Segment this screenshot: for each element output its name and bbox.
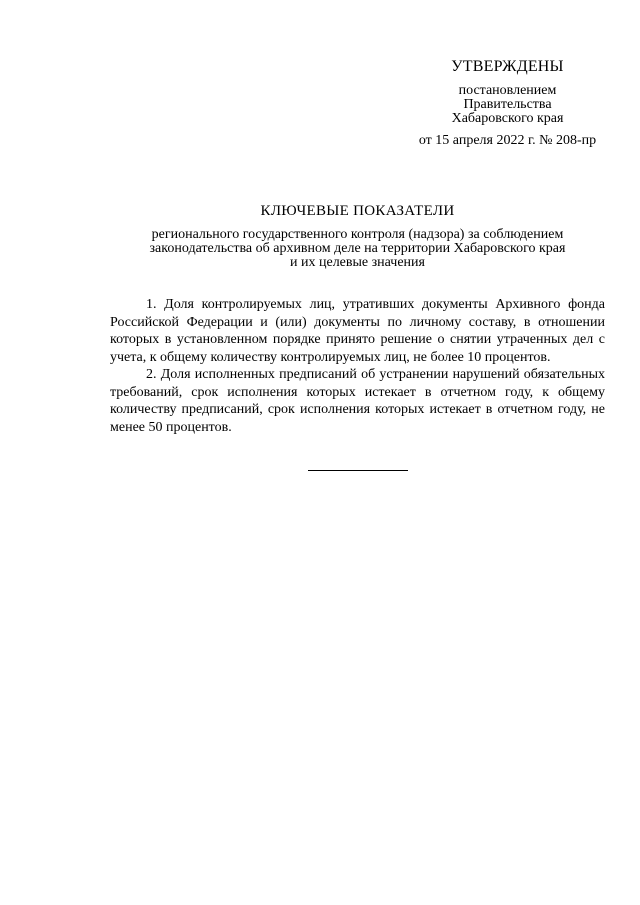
approval-title: УТВЕРЖДЕНЫ bbox=[451, 58, 564, 75]
indicator-number: 2. bbox=[146, 367, 157, 382]
heading-title: КЛЮЧЕВЫЕ ПОКАЗАТЕЛИ bbox=[260, 203, 455, 219]
indicator-item-1 bbox=[110, 296, 605, 366]
approval-line-3: Хабаровского края bbox=[451, 111, 564, 126]
closing-divider bbox=[308, 470, 408, 471]
indicator-number: 1. bbox=[146, 297, 157, 312]
indicator-text: Доля контролируемых лиц, утративших документы Архивного фонда Российской Федерации и (или) документы по личному составу, в отношении которых в установленном порядке принято решение о снятии утраченных дел с учета, к общему количеству контролируемых лиц, не более 10 процентов. bbox=[110, 297, 605, 365]
approval-block bbox=[385, 58, 630, 148]
document-heading bbox=[110, 203, 605, 270]
indicator-text: Доля исполненных предписаний об устранении нарушений обязательных требований, срок исполнения которых истекает в отчетном году, к общему количеству предписаний, срок исполнения которых истекает в отчетном году, не менее 50 процентов. bbox=[110, 367, 606, 435]
indicators-list bbox=[110, 296, 605, 436]
approval-line-1: постановлением bbox=[458, 83, 557, 98]
heading-line-2: законодательства об архивном деле на территории Хабаровского края bbox=[149, 241, 566, 256]
heading-line-3: и их целевые значения bbox=[290, 255, 425, 270]
approval-line-2: Правительства bbox=[463, 97, 552, 112]
heading-line-1: регионального государственного контроля (надзора) за соблюдением bbox=[151, 227, 564, 242]
indicator-item-2 bbox=[110, 366, 605, 436]
approval-date: от 15 апреля 2022 г. № 208-пр bbox=[418, 133, 597, 148]
